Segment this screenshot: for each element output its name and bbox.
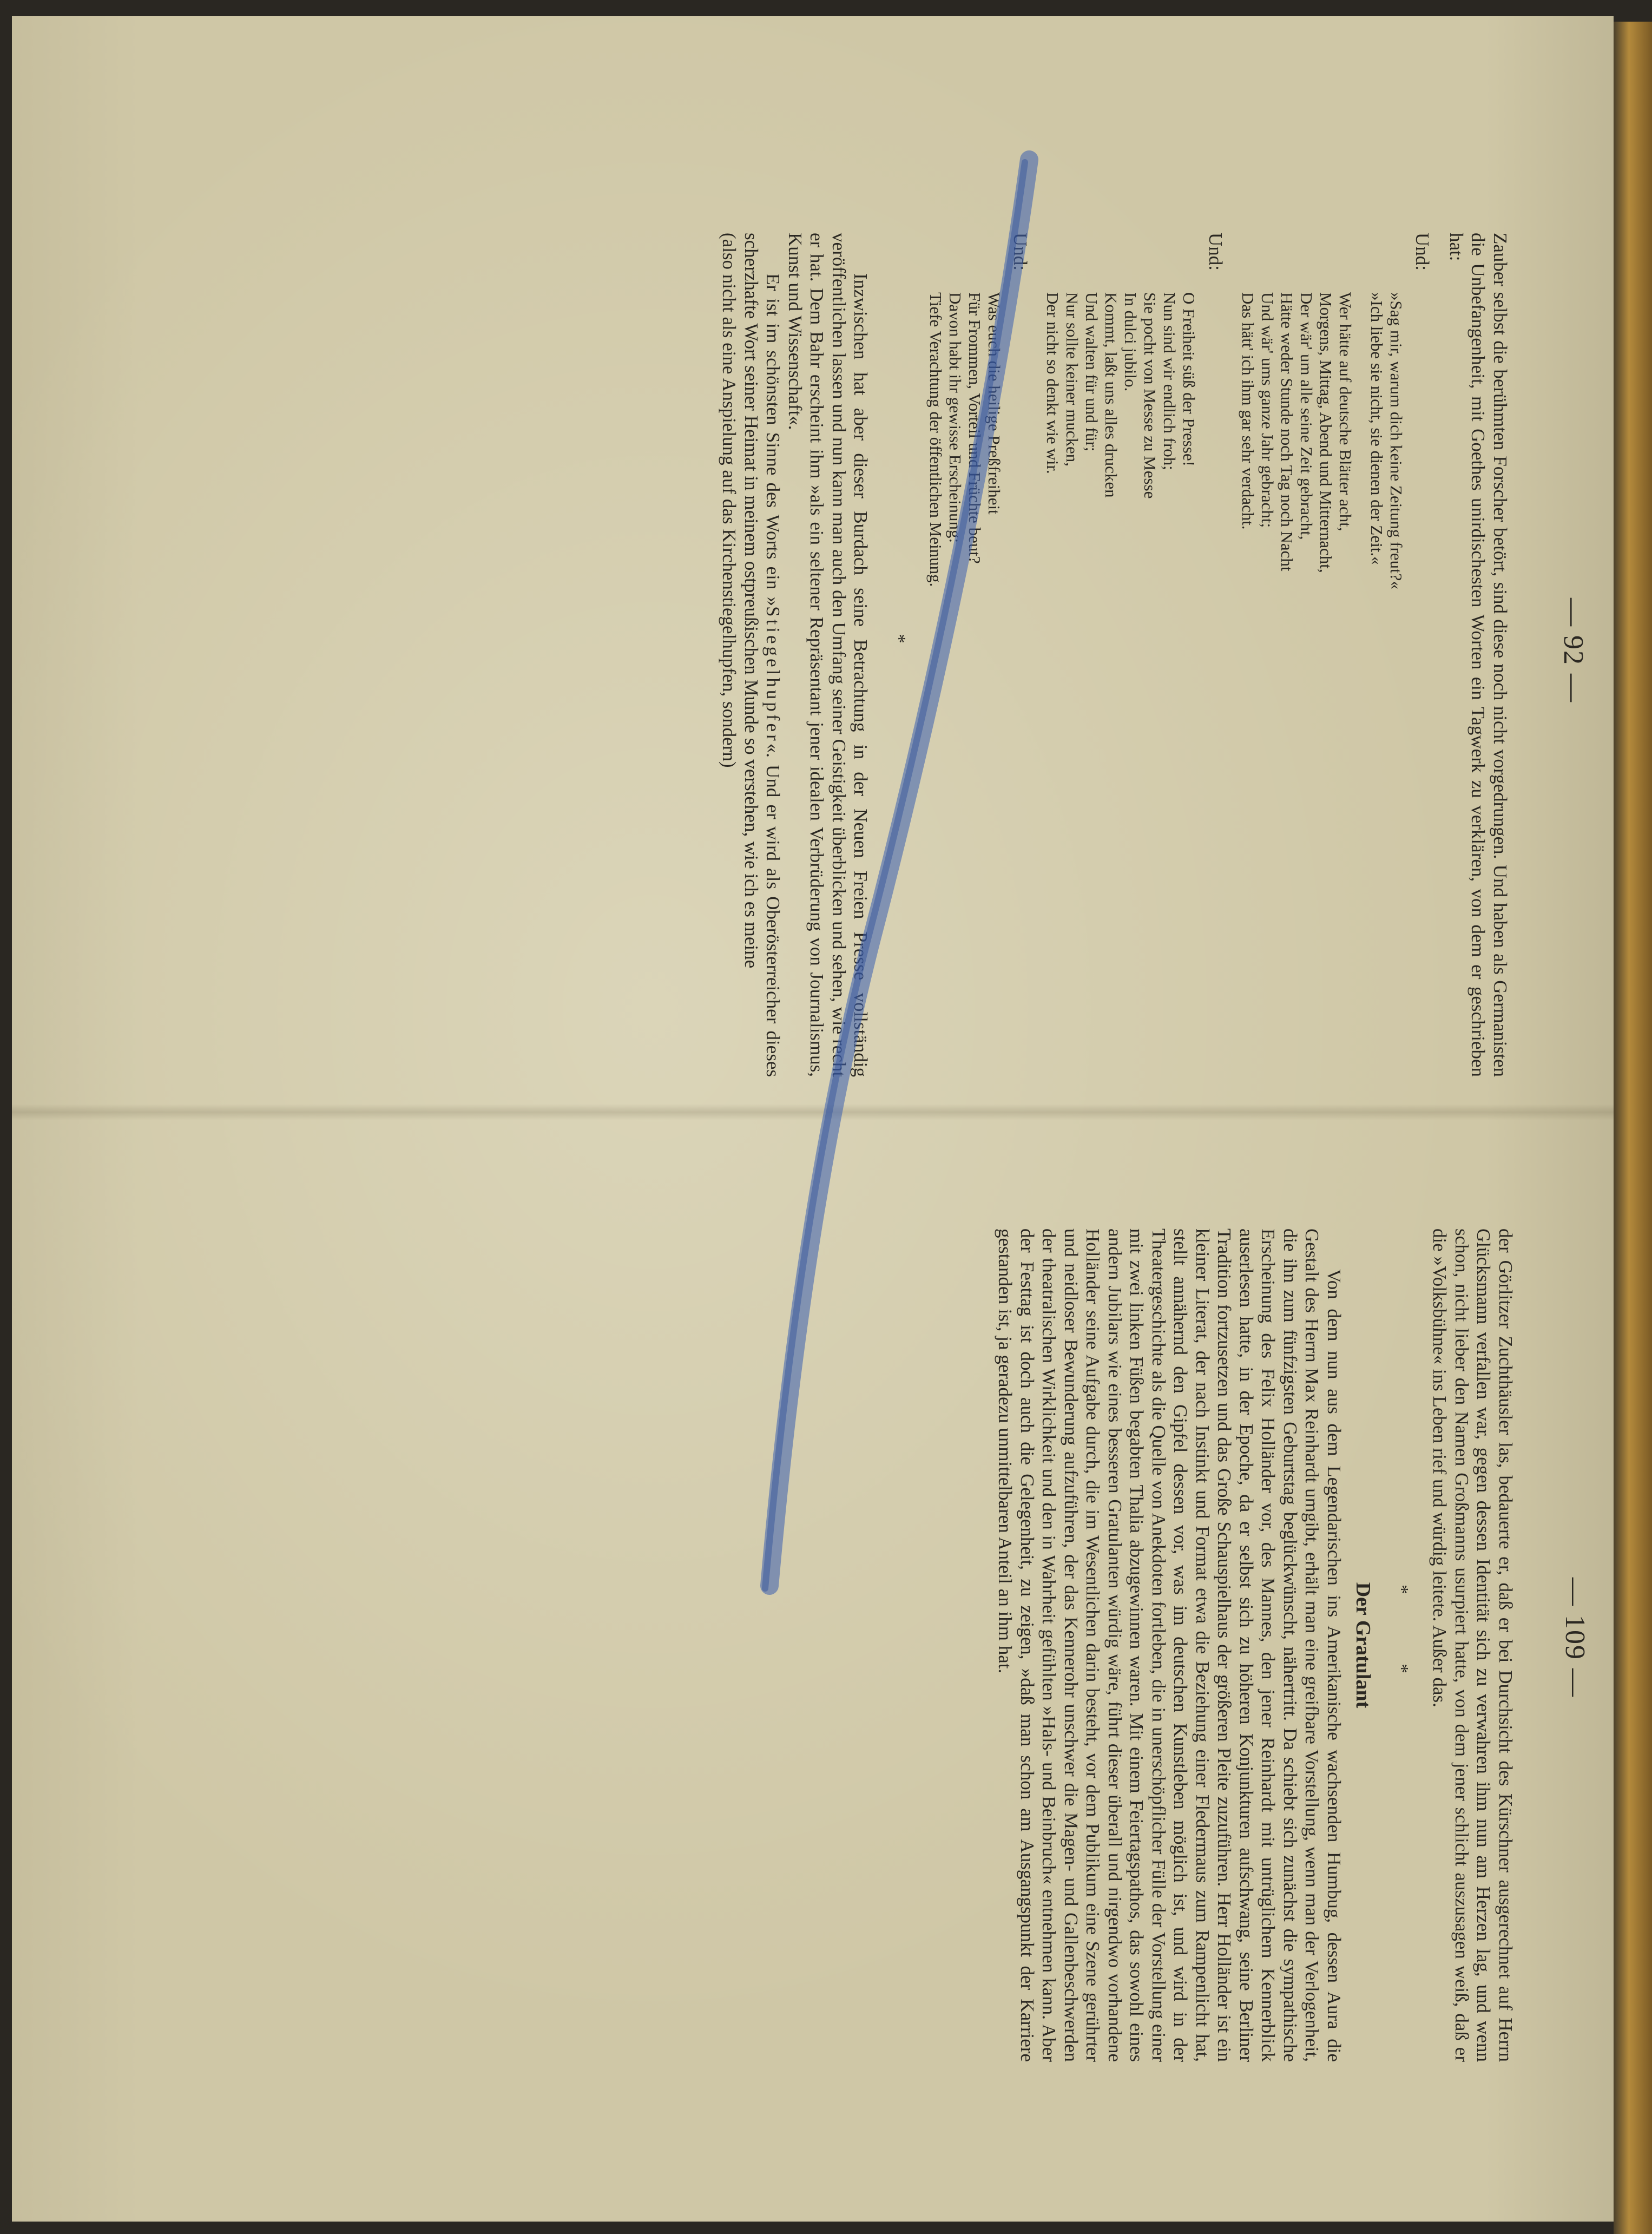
verse-line: Kommt, laßt uns alles drucken	[1102, 292, 1121, 498]
label-und-2: Und:	[1205, 233, 1226, 271]
verse-2	[1238, 292, 1355, 1077]
paragraph-stiegelhupfer	[740, 233, 784, 1077]
verse-line: Nur sollte keiner mucken,	[1063, 292, 1082, 466]
verse-line: Sie pocht von Messe zu Messe	[1141, 292, 1160, 499]
section-separator: * *	[1391, 1585, 1412, 1706]
verse-line: Der wär' um alle seine Zeit gebracht,	[1297, 292, 1316, 540]
verse-line: Und walten für und für;	[1082, 292, 1102, 452]
paragraph-burdach: Inzwischen hat aber dieser Burdach seine Betrachtung in der Neuen Freien Presse vollständig veröffentlichen lassen und nun kann man auch den Umfang seiner Geistigkeit überblicken und sehen, wie recht er hat. Dem Bahr erscheint ihm »als ein seltener Repräsentant jener idealen Verbrüderung von Journalismus, Kunst und Wissenschaft«.	[785, 233, 872, 1077]
verse-line: Und wär' ums ganze Jahr gebracht;	[1258, 292, 1277, 528]
label-und-1: Und:	[1412, 233, 1433, 271]
verse-1	[1367, 292, 1406, 1077]
page-92	[718, 233, 1511, 1077]
label-und-3: Und:	[1010, 233, 1031, 271]
verse-3	[1043, 292, 1199, 1077]
verse-line: Das hätt' ich ihm gar sehr verdacht.	[1239, 292, 1258, 530]
paragraph-ending: (also nicht als eine Anspielung auf das Kirchenstiegelhupfen, sondern)	[719, 233, 740, 768]
verse-line: Wer hätte auf deutsche Blätter acht,	[1336, 292, 1355, 531]
section-separator: *	[888, 634, 910, 676]
verse-line: Für Frommen, Vorteil und Früchte beut?	[965, 292, 984, 564]
verse-line: O Freiheit süß der Presse!	[1180, 292, 1199, 466]
verse-line: Der nicht so denkt wie wir.	[1043, 292, 1063, 474]
text-fragment: Er ist im schönsten Sinne des Worts ein »	[762, 273, 784, 607]
verse-line: Morgens, Mittag, Abend und Mitternacht,	[1317, 292, 1335, 573]
verse-line: Tiefe Verachtung der öffentlichen Meinung.	[926, 292, 945, 587]
paragraph-intro: Zauber selbst die berühmten Forscher betört, sind diese noch nicht vorgedrungen. Und haben als Germanisten die Unbefangenheit, mit Goethes unirdischesten Worten ein Tagwerk zu verklären, von dem er geschrieben hat:	[1446, 233, 1511, 1077]
section-heading: Der Gratulant	[1352, 1582, 1375, 1709]
verse-4	[926, 292, 1004, 1077]
verse-line: Was euch die heilige Preßfreiheit	[985, 292, 1004, 515]
verse-line: Nun sind wir endlich froh;	[1160, 292, 1180, 470]
verse-line: »Sag mir, warum dich keine Zeitung freut?«	[1387, 292, 1406, 589]
verse-line: »Ich liebe sie nicht, sie dienen der Zeit.«	[1367, 292, 1386, 565]
verse-line: Davon habt ihr gewisse Erscheinung:	[946, 292, 965, 543]
page-number-92: — 92 —	[1558, 598, 1589, 703]
adjacent-page-edge	[1614, 22, 1652, 2234]
scanned-document	[12, 16, 1614, 2222]
verse-line: In dulci jubilo.	[1121, 292, 1141, 392]
page-fold	[12, 1104, 1614, 1120]
page-number-109: — 109 —	[1559, 1578, 1590, 1698]
page-109	[994, 1228, 1516, 2062]
paragraph-gratulant: Von dem nun aus dem Legendarischen ins Amerikanische wachsenden Humbug, dessen Aura die Gestalt des Herrn Max Reinhardt umgibt, erhält man eine greifbare Vorstellung, wenn man der Verlogenheit, die ihn zum fünfzigsten Geburtstag beglückwünscht, nähertritt. Da schiebt sich zunächst die sympathische Erscheinung des Felix Holländer vor, des Mannes, den jener Reinhardt mit untrüglichem Kennerblick auserlesen hatte, in der Epoche, da er selbst sich zu höheren Konjunkturen aufschwang, seine Berliner Tradition fortzusetzen und das Große Schauspielhaus der größeren Pleite zuzuführen. Herr Holländer ist ein kleiner Literat, der nach Instinkt und Format etwa die Beziehung einer Fledermaus zum Rampenlicht hat, stellt annähernd den Gipfel dessen vor, was im deutschen Kunstleben möglich ist, und wird in der Theatergeschichte als die Quelle von Anekdoten fortleben, die in unerschöpflicher Fülle der Vorstellung einer mit zwei linken Füßen begabten Thalia abzugewinnen waren. Mit einem Feiertagspathos, das sowohl eines andern Jubilars wie eines besseren Gratulanten würdig wäre, führt dieser überall und nirgendwo vorhandene Holländer seine Aufgabe durch, die im Wesentlichen darin besteht, vor dem Publikum eine Szene gerührter und neidloser Bewunderung aufzuführen, der das Kennerohr unschwer die Magen- und Gallenbeschwerden der theatralischen Wirklichkeit und den in Wahrheit gefühlten »Hals- und Beinbruch« entnehmen kann. Aber der Festtag ist doch auch die Gelegenheit, zu zeigen, »daß man schon am Ausgangspunkt der Karriere gestanden ist, ja geradezu unmittelbaren Anteil an ihm hat.	[995, 1228, 1345, 2062]
verse-line: Hätte weder Stunde noch Tag noch Nacht	[1278, 292, 1296, 571]
paragraph-intro: der Görlitzer Zuchthäusler las, bedauerte er, daß er bei Durchsicht des Kürschner ausgerechnet auf Herrn Glücksmann verfallen war, gegen dessen Identität sich zu verwahren ihm nun am Herzen lag, und wenn schon, nicht lieber den Namen Großmanns usurpiert hatte, von dem jener schlicht auszusagen weiß, daß er die »Volksbühne« ins Leben rief und würdig leitete. Außer das.	[1429, 1228, 1516, 2062]
spaced-word: Stiegelhupfer	[762, 606, 784, 744]
text-fragment: «. Und er wird als Oberösterreicher dieses scherzhafte Wort seiner Heimat in meinem ostpreußischen Munde so verstehen, wie ich es meine	[741, 233, 784, 1077]
